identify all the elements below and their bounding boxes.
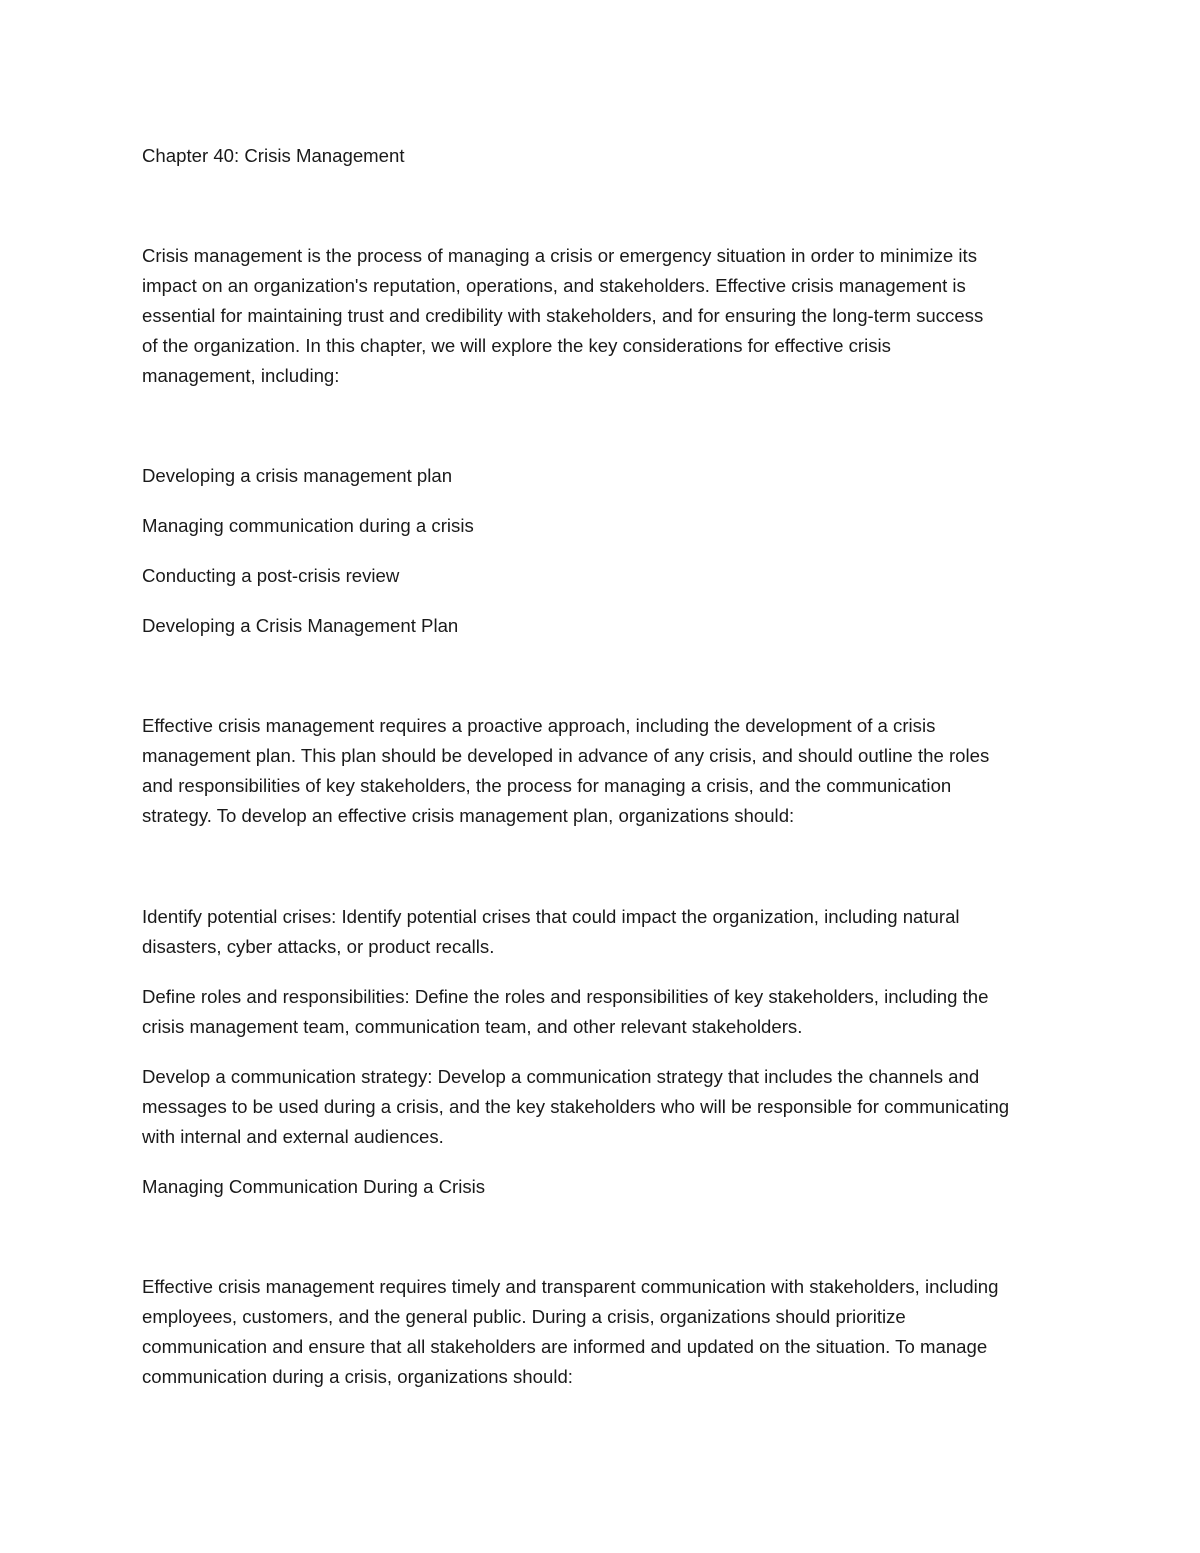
paragraph-line: management plan. This plan should be developed in advance of any crisis, and should outline the roles (142, 745, 990, 766)
intro-line: management, including: (142, 365, 340, 386)
paragraph-line: communication and ensure that all stakeholders are informed and updated on the situation. To manage (142, 1336, 988, 1357)
paragraph-line: strategy. To develop an effective crisis management plan, organizations should: (142, 805, 795, 826)
intro-line: essential for maintaining trust and credibility with stakeholders, and for ensuring the long-term success (142, 305, 984, 326)
step-line: Develop a communication strategy: Develop a communication strategy that includes the channels and (142, 1066, 980, 1087)
intro-line: of the organization. In this chapter, we will explore the key considerations for effective crisis (142, 335, 891, 356)
topic-item: Managing communication during a crisis (142, 515, 474, 536)
intro-line: impact on an organization's reputation, operations, and stakeholders. Effective crisis management is (142, 275, 966, 296)
paragraph-line: communication during a crisis, organizations should: (142, 1366, 573, 1387)
step-line: Define roles and responsibilities: Define the roles and responsibilities of key stakeholders, including the (142, 986, 989, 1007)
topic-item: Conducting a post-crisis review (142, 565, 400, 586)
intro-line: Crisis management is the process of managing a crisis or emergency situation in order to minimize its (142, 245, 977, 266)
section-heading: Developing a Crisis Management Plan (142, 615, 459, 636)
section-heading: Managing Communication During a Crisis (142, 1176, 486, 1197)
step-line: Identify potential crises: Identify potential crises that could impact the organization, including natural (142, 906, 960, 927)
topic-item: Developing a crisis management plan (142, 465, 453, 486)
paragraph-line: employees, customers, and the general public. During a crisis, organizations should prioritize (142, 1306, 906, 1327)
step-line: messages to be used during a crisis, and the key stakeholders who will be responsible for communicating (142, 1096, 1010, 1117)
page-title: Chapter 40: Crisis Management (142, 145, 405, 166)
paragraph-line: and responsibilities of key stakeholders, the process for managing a crisis, and the communication (142, 775, 952, 796)
paragraph-line: Effective crisis management requires timely and transparent communication with stakeholders, including (142, 1276, 999, 1297)
step-line: with internal and external audiences. (142, 1126, 444, 1147)
step-line: disasters, cyber attacks, or product recalls. (142, 936, 495, 957)
step-line: crisis management team, communication team, and other relevant stakeholders. (142, 1016, 803, 1037)
paragraph-line: Effective crisis management requires a proactive approach, including the development of a crisis (142, 715, 936, 736)
